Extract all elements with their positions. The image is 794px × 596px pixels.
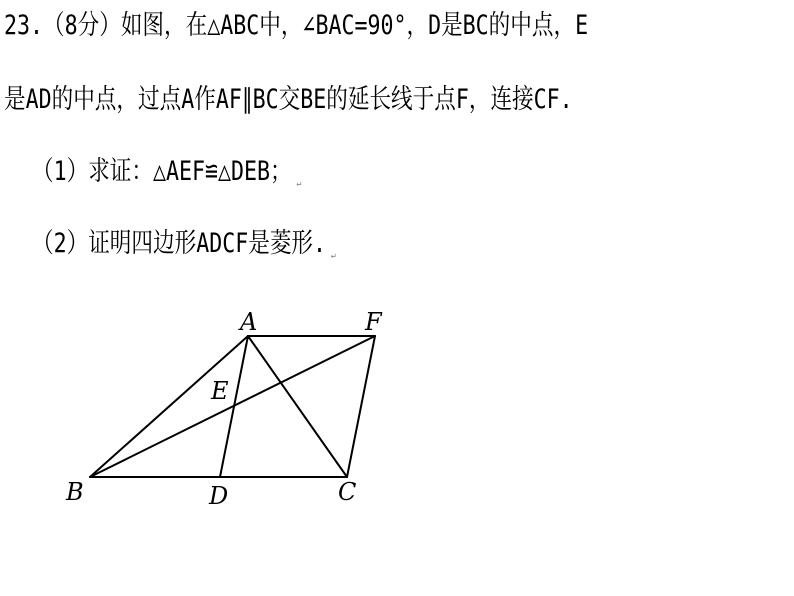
paragraph-mark: ↵ [330,250,336,261]
segment-fc [347,336,375,477]
question-part-2-text: （2）证明四边形ADCF是菱形. [32,228,327,259]
paragraph-mark: ↵ [296,178,302,189]
vertex-label-a: A [240,308,258,336]
vertex-label-d: D [209,482,229,510]
vertex-label-b: B [66,478,84,506]
problem-statement-line-1: 23.（8分）如图，在△ABC中，∠BAC=90°，D是BC的中点，E [4,10,589,41]
vertex-label-c: C [338,478,357,506]
vertex-label-e: E [211,377,229,405]
vertex-label-f: F [365,308,382,336]
problem-statement-line-2: 是AD的中点，过点A作AF∥BC交BE的延长线于点F，连接CF. [4,84,573,115]
question-part-1-text: （1）求证：△AEF≌△DEB； [32,156,292,187]
